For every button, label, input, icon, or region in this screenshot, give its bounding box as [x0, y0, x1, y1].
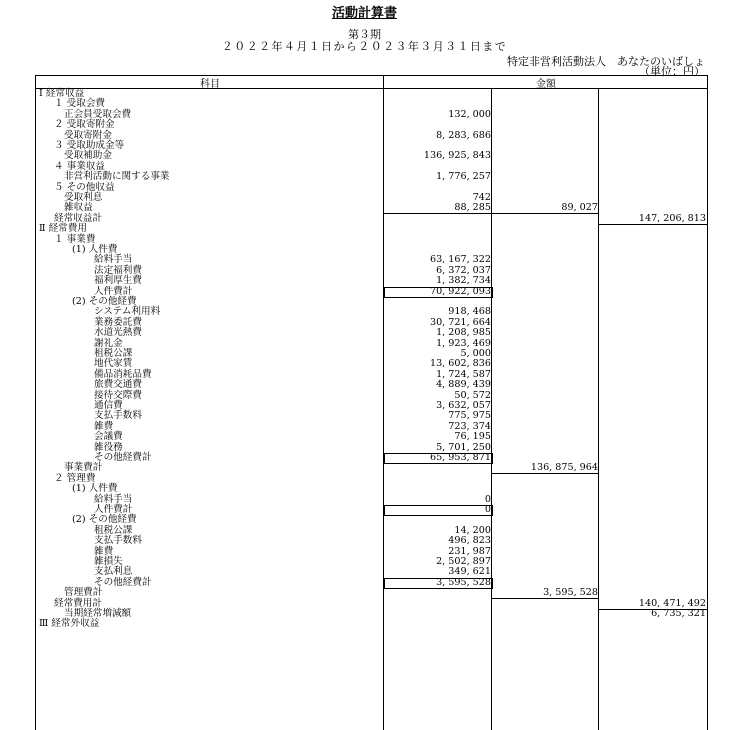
amount-c1: 4, 889, 439 [436, 379, 491, 391]
table-row [36, 557, 708, 567]
table-row [36, 276, 708, 286]
table-row [36, 151, 708, 161]
row-label: 租税公課 [94, 348, 133, 359]
table-row [36, 484, 708, 494]
row-label: 経常収益計 [54, 212, 102, 224]
row-label: 業務委託費 [94, 316, 142, 328]
document-title: 活動計算書 [331, 6, 397, 21]
amount-c3: 147, 206, 813 [638, 212, 706, 224]
subtotal-box [384, 505, 493, 516]
row-label: 当期経常増減額 [64, 608, 132, 619]
amount-c1: 918, 468 [448, 306, 491, 318]
table-row [36, 224, 708, 234]
table-row [36, 349, 708, 359]
row-label: 雑費 [94, 420, 114, 432]
amount-c1: 723, 374 [448, 420, 491, 432]
amount-c1: 88, 285 [454, 202, 491, 214]
amount-c1: 1, 776, 257 [436, 171, 491, 183]
row-label: １ 事業費 [54, 233, 96, 245]
amount-c1: 231, 987 [448, 545, 491, 557]
row-label: ５ その他収益 [54, 181, 115, 193]
row-label: 地代家賃 [94, 358, 133, 370]
table-row [36, 214, 708, 224]
row-label: ４ 事業収益 [54, 160, 106, 172]
row-label: 雑費 [94, 545, 114, 557]
amount-c1: 8, 283, 686 [436, 129, 491, 141]
subtotal-box [384, 287, 493, 298]
row-label: 会議費 [94, 431, 123, 443]
table-row [36, 89, 708, 99]
amount-c1: 6, 372, 037 [436, 264, 491, 276]
amount-c1: 70, 922, 093 [429, 285, 491, 297]
row-label: 雑収益 [64, 202, 93, 214]
unit-label: （単位：円） [639, 65, 705, 78]
table-row [36, 120, 708, 130]
table-row [36, 245, 708, 255]
table-row [36, 110, 708, 120]
subtotal-box [384, 578, 493, 589]
row-label: Ⅲ 経常外収益 [39, 618, 100, 630]
amount-c1: 1, 382, 734 [436, 275, 491, 287]
row-label: 福利厚生費 [94, 275, 142, 287]
row-label: 備品消耗品費 [94, 368, 152, 380]
row-label: 水道光熱費 [94, 327, 142, 339]
table-row [36, 547, 708, 557]
organization-name: 特定非営利活動法人 あなたのいばしょ [507, 55, 705, 68]
amount-c2: 3, 595, 528 [543, 587, 598, 599]
row-label: 経常費用計 [54, 597, 102, 609]
row-label: 法定福利費 [94, 264, 142, 276]
amount-c1: 50, 572 [454, 389, 491, 401]
row-label: 支払手数料 [94, 535, 142, 547]
amount-c1: 132, 000 [448, 108, 491, 120]
row-label: (2) その他経費 [72, 296, 137, 307]
table-row [36, 495, 708, 505]
table-row [36, 183, 708, 193]
row-label: 事業費計 [64, 462, 103, 474]
amount-c1: 1, 208, 985 [436, 327, 491, 339]
table-row [36, 463, 708, 473]
subtotal-box [384, 453, 493, 464]
row-label: 支払利息 [94, 566, 133, 578]
amount-c1: 65, 953, 871 [429, 452, 491, 463]
table-row [36, 422, 708, 432]
fiscal-period: 第３期 [348, 28, 381, 41]
row-label: システム利用料 [94, 306, 161, 318]
amount-c1: 76, 195 [454, 431, 491, 443]
table-row [36, 193, 708, 203]
row-label: その他経費計 [94, 452, 152, 463]
amount-c1: 14, 200 [454, 524, 491, 536]
row-label: 受取補助金 [64, 150, 112, 162]
table-row [36, 99, 708, 109]
row-label: 租税公課 [94, 524, 133, 536]
amount-c1: 0 [484, 493, 491, 505]
row-label: ２ 管理費 [54, 472, 96, 484]
table-row [36, 141, 708, 151]
amount-c1: 3, 595, 528 [436, 576, 491, 588]
row-label: 給料手当 [94, 493, 133, 505]
table-row [36, 391, 708, 401]
table-header [36, 76, 708, 89]
amount-c1: 775, 975 [448, 410, 491, 422]
row-label: 非営利活動に関する事業 [64, 171, 170, 183]
row-label: 正会員受取会費 [64, 108, 132, 120]
amount-c2: 136, 875, 964 [530, 462, 598, 474]
amount-c1: 1, 724, 587 [436, 368, 491, 380]
row-label: 管理費計 [64, 587, 103, 599]
row-label: 雑役務 [94, 441, 123, 453]
row-label: 給料手当 [94, 254, 133, 266]
row-label: (2) その他経費 [72, 514, 137, 526]
table-row [36, 172, 708, 182]
amount-c1: 5, 000 [460, 348, 491, 359]
amount-c1: 30, 721, 664 [429, 316, 491, 328]
row-label: 支払手数料 [94, 410, 142, 422]
table-row [36, 203, 708, 213]
row-label: 受取利息 [64, 192, 103, 203]
amount-c1: 349, 621 [448, 566, 491, 578]
row-label: ３ 受取助成金等 [54, 140, 125, 151]
table-row [36, 131, 708, 141]
table-row [36, 515, 708, 525]
table-row [36, 474, 708, 484]
amount-c1: 0 [484, 504, 491, 515]
row-label: 通信費 [94, 400, 123, 411]
table-row [36, 339, 708, 349]
amount-c1: 63, 167, 322 [429, 254, 491, 266]
row-label: 受取寄附金 [64, 129, 112, 141]
row-label: 旅費交通費 [94, 379, 142, 391]
amount-c1: 742 [472, 192, 491, 203]
row-label: (1) 人件費 [72, 244, 118, 255]
table-row [36, 578, 708, 588]
row-label: (1) 人件費 [72, 483, 118, 495]
amount-c1: 1, 923, 469 [436, 337, 491, 349]
amount-c1: 13, 602, 836 [429, 358, 491, 370]
amount-c1: 2, 502, 897 [436, 556, 491, 567]
amount-header: 金額 [536, 79, 556, 90]
row-label: 接待交際費 [94, 389, 142, 401]
table-row [36, 432, 708, 442]
row-label: ２ 受取寄附金 [54, 119, 115, 131]
amount-c1: 496, 823 [448, 535, 491, 547]
date-range: ２０２２年４月１日から２０２３年３月３１日まで [221, 40, 508, 53]
amount-c3: 140, 471, 492 [638, 597, 706, 609]
row-label: 雑損失 [94, 556, 123, 567]
table-row [36, 411, 708, 421]
row-label: 人件費計 [94, 504, 133, 515]
table-row [36, 599, 708, 609]
amount-c3: 6, 735, 321 [651, 608, 706, 619]
table-row [36, 588, 708, 598]
row-label: その他経費計 [94, 576, 152, 588]
row-label: 人件費計 [94, 285, 133, 297]
table-row [36, 619, 708, 629]
row-label: 謝礼金 [94, 337, 123, 349]
row-label: １ 受取会費 [54, 98, 106, 110]
table-row [36, 235, 708, 245]
amount-c2: 89, 027 [561, 202, 598, 214]
row-label: Ⅰ 経常収益 [39, 88, 85, 99]
table-row [36, 453, 708, 463]
subject-header: 科目 [200, 79, 220, 90]
amount-c1: 3, 632, 057 [436, 400, 491, 411]
table-row [36, 609, 708, 619]
row-label: Ⅱ 経常費用 [39, 223, 87, 235]
table-row [36, 536, 708, 546]
amount-c1: 5, 701, 250 [436, 441, 491, 453]
activity-statement-table [35, 75, 708, 730]
table-row [36, 328, 708, 338]
amount-c1: 136, 925, 843 [423, 150, 491, 162]
